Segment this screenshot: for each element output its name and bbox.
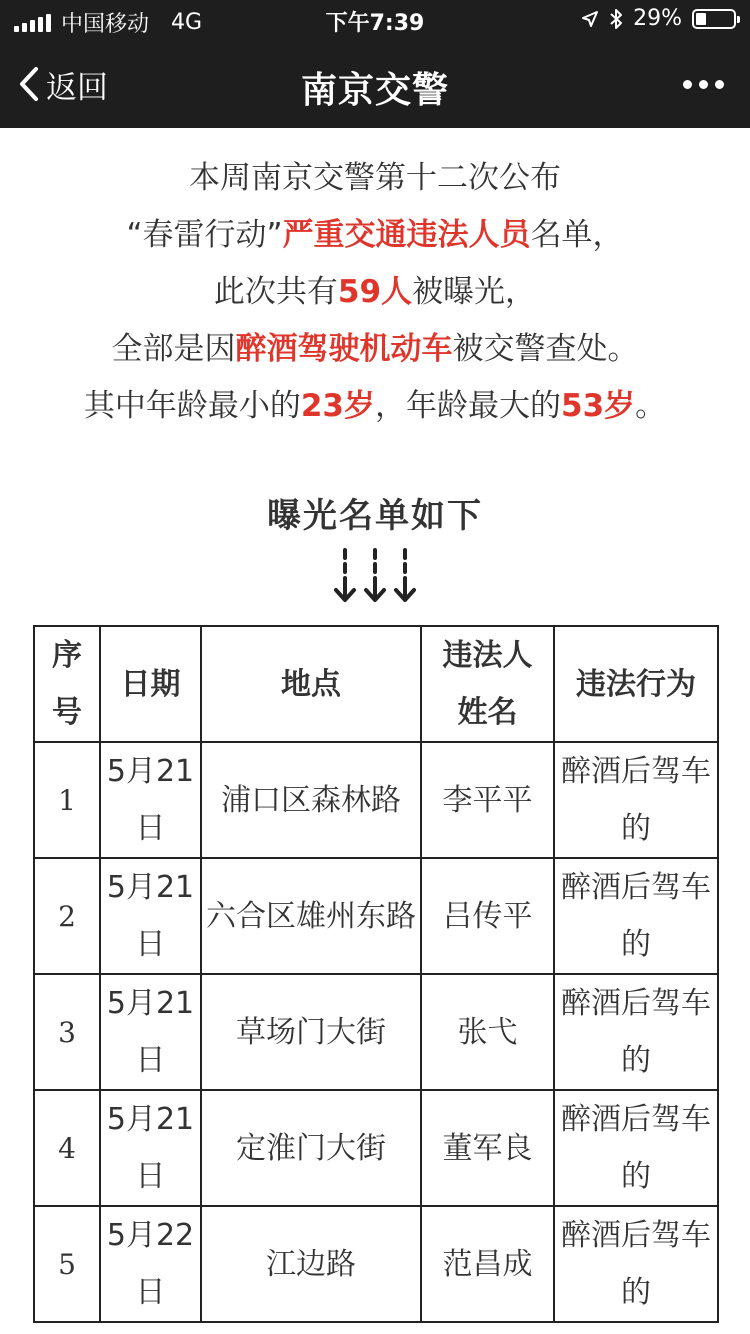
intro-highlight: 醉酒驾驶机动车 (235, 331, 453, 367)
cell-name: 李平平 (421, 742, 554, 858)
header-place: 地点 (201, 626, 421, 742)
clock: 下午7:39 (325, 11, 425, 36)
more-dot-icon (699, 80, 708, 89)
header-text: 违法人 (442, 638, 533, 673)
table-header-row (34, 626, 718, 742)
intro-text: 被交警查处。 (452, 331, 639, 367)
table-row (34, 742, 718, 858)
cell-date: 5月21日 (100, 974, 201, 1090)
cell-index: 2 (34, 858, 100, 974)
down-arrows-icon (330, 546, 420, 606)
cell-place: 六合区雄州东路 (201, 858, 421, 974)
article-intro (0, 150, 750, 435)
back-label: 返回 (46, 69, 108, 106)
intro-highlight: 23岁 (300, 388, 375, 424)
cell-violation: 醉酒后驾车的 (554, 858, 718, 974)
status-right (581, 6, 736, 31)
bluetooth-icon (609, 8, 623, 30)
header-text: 号 (52, 695, 82, 730)
intro-highlight: 59人 (337, 274, 413, 310)
intro-text: 被曝光， (412, 274, 537, 310)
cell-name: 范昌成 (421, 1206, 554, 1322)
intro-text: 此次共有 (213, 274, 338, 310)
header-date: 日期 (100, 626, 201, 742)
cell-date: 5月21日 (100, 858, 201, 974)
cell-place: 草场门大街 (201, 974, 421, 1090)
cell-index: 1 (34, 742, 100, 858)
intro-text: 。 (635, 388, 667, 424)
cell-date: 5月21日 (100, 742, 201, 858)
header-name (421, 626, 554, 742)
cell-date: 5月21日 (100, 1090, 201, 1206)
intro-text: ，年龄最大的 (375, 388, 561, 424)
cell-name: 董军良 (421, 1090, 554, 1206)
cell-name: 吕传平 (421, 858, 554, 974)
intro-highlight: 53岁 (561, 388, 636, 424)
header-text: 姓名 (457, 695, 518, 730)
cell-index: 4 (34, 1090, 100, 1206)
cell-name: 张弋 (421, 974, 554, 1090)
cell-violation: 醉酒后驾车的 (554, 1090, 718, 1206)
table-row (34, 1206, 718, 1322)
cell-place: 浦口区森林路 (201, 742, 421, 858)
network-label: 4G (171, 10, 203, 35)
intro-line-5 (0, 378, 750, 435)
page-title: 南京交警 (300, 70, 449, 111)
more-menu-button[interactable] (683, 70, 724, 98)
cell-violation: 醉酒后驾车的 (554, 1206, 718, 1322)
intro-text: 全部是因 (111, 331, 236, 367)
intro-text: “春雷行动” (126, 217, 283, 253)
cell-index: 5 (34, 1206, 100, 1322)
battery-icon (692, 9, 736, 29)
more-dot-icon (715, 80, 724, 89)
more-dot-icon (683, 80, 692, 89)
section-title: 曝光名单如下 (267, 496, 483, 536)
header-text: 序 (52, 638, 82, 673)
cell-place: 江边路 (201, 1206, 421, 1322)
intro-line-1 (0, 150, 750, 207)
cell-date: 5月22日 (100, 1206, 201, 1322)
cell-violation: 醉酒后驾车的 (554, 742, 718, 858)
header-index (34, 626, 100, 742)
location-icon (581, 10, 599, 28)
status-bar (0, 0, 750, 40)
intro-text: 其中年龄最小的 (83, 388, 301, 424)
carrier-label: 中国移动 (61, 12, 150, 37)
violators-table (33, 625, 719, 1323)
intro-line-4 (0, 321, 750, 378)
intro-highlight: 严重交通违法人员 (282, 217, 531, 253)
table-row (34, 1090, 718, 1206)
cell-violation: 醉酒后驾车的 (554, 974, 718, 1090)
intro-text: 本周南京交警第十二次公布 (189, 160, 561, 196)
intro-text: 名单， (530, 217, 624, 253)
intro-line-3 (0, 264, 750, 321)
nav-bar (0, 40, 750, 128)
cell-index: 3 (34, 974, 100, 1090)
intro-line-2 (0, 207, 750, 264)
header-violation: 违法行为 (554, 626, 718, 742)
table-row (34, 974, 718, 1090)
cell-place: 定淮门大街 (201, 1090, 421, 1206)
table-row (34, 858, 718, 974)
battery-fill (696, 13, 706, 25)
battery-percent: 29% (633, 6, 682, 31)
